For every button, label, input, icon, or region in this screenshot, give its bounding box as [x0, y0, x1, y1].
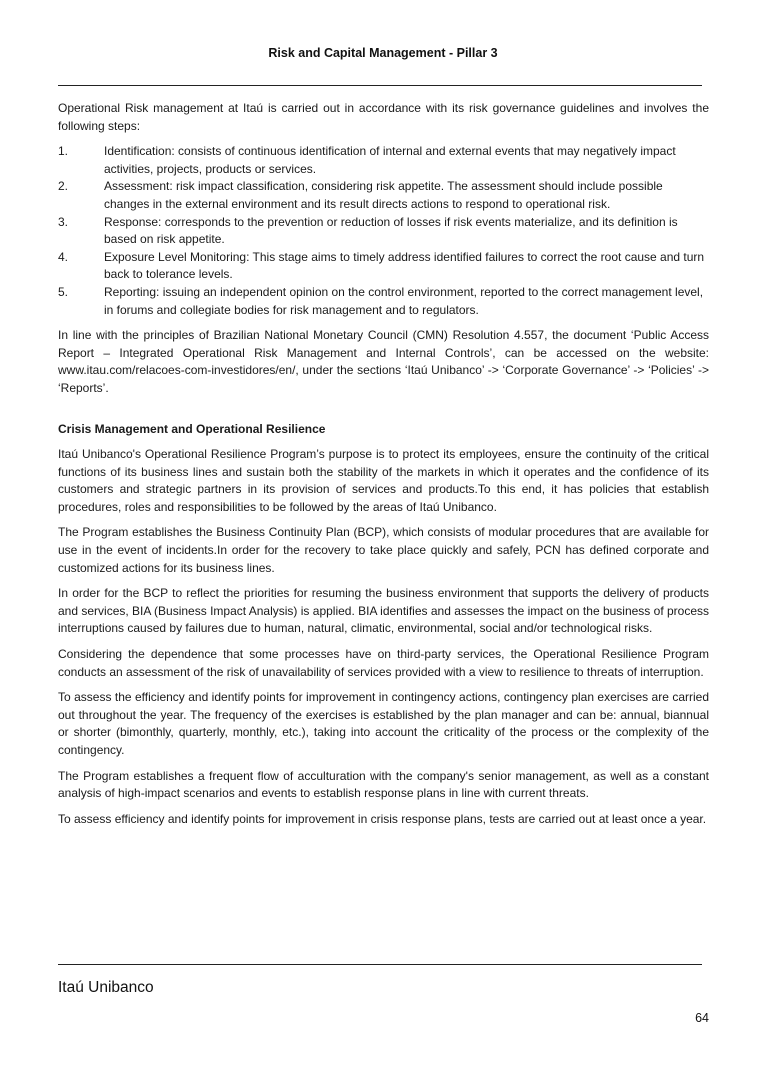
crisis-paragraph-third-party: Considering the dependence that some processes have on third-party services, the Operational Resilience Program conducts an assessment of the risk of unavailability of services provided with a view to resilience to threats of interruption.: [58, 647, 709, 679]
footer-company-name: Itaú Unibanco: [58, 979, 154, 996]
list-item-text: Identification: consists of continuous identification of internal and external events that may negatively impact activities, projects, products or services.: [104, 144, 676, 176]
list-item-text: Assessment: risk impact classification, considering risk appetite. The assessment should include possible changes in the external environment and its result directs actions to respond to operational risk.: [104, 179, 663, 211]
list-item-number: 3.: [58, 214, 69, 229]
cmn-resolution-paragraph: In line with the principles of Brazilian National Monetary Council (CMN) Resolution 4.557, the document ‘Public Access Report – Integrated Operational Risk Management and Internal Controls’, can be accessed on the website: www.itau.com/relacoes-com-investidores/en/, under the sections ‘Itaú Unibanco’ -> ‘Corporate Governance’ -> ‘Policies’ -> ‘Reports’.: [58, 328, 709, 395]
crisis-paragraph-contingency-exercises: To assess the efficiency and identify points for improvement in contingency actions, contingency plan exercises are carried out throughout the year. The frequency of the exercises is established by the plan manager and can be: annual, biannual or shorter (bimonthly, quarterly, monthly, etc.), taking into account the criticality of the process or the complexity of the contingency.: [58, 690, 709, 757]
crisis-paragraph-bcp: The Program establishes the Business Continuity Plan (BCP), which consists of modular procedures that are available for use in the event of incidents.In order for the recovery to take place quickly and safely, PCN has defined corporate and customized actions for its business lines.: [58, 525, 709, 575]
risk-steps-list: [58, 143, 709, 319]
list-item: [58, 214, 709, 249]
list-item-number: 5.: [58, 284, 69, 299]
list-item-text: Exposure Level Monitoring: This stage aims to timely address identified failures to correct the root cause and turn back to tolerance levels.: [104, 249, 705, 282]
list-item-text: Reporting: issuing an independent opinion on the control environment, reported to the correct management level, in forums and collegiate bodies for risk management and to regulators.: [104, 284, 704, 317]
header-divider: [58, 85, 702, 86]
crisis-paragraph-bia: In order for the BCP to reflect the priorities for resuming the business environment that supports the delivery of products and services, BIA (Business Impact Analysis) is applied. BIA identifies and assesses the impact on the business of process interruptions caused by failures due to human, natural, climatic, environmental, social and/or technological risks.: [58, 586, 709, 636]
section-heading-crisis-management: Crisis Management and Operational Resilience: [58, 421, 326, 436]
list-item: [58, 249, 709, 284]
crisis-paragraph-acculturation: The Program establishes a frequent flow of acculturation with the company's senior management, as well as a constant analysis of high-impact scenarios and events to establish response plans in line with current threats.: [58, 768, 709, 801]
page-header-title: Risk and Capital Management - Pillar 3: [268, 46, 498, 60]
document-body: [58, 100, 709, 836]
list-item-number: 4.: [58, 249, 69, 264]
intro-paragraph: Operational Risk management at Itaú is carried out in accordance with its risk governance guidelines and involves the following steps:: [58, 101, 709, 133]
list-item-text: Response: corresponds to the prevention or reduction of losses if risk events materialize, and its definition is based on risk appetite.: [104, 214, 678, 247]
list-item-number: 2.: [58, 179, 69, 194]
list-item-number: 1.: [58, 144, 69, 159]
footer-divider: [58, 964, 702, 965]
list-item: [58, 178, 709, 213]
crisis-paragraph-program-purpose: Itaú Unibanco's Operational Resilience Program’s purpose is to protect its employees, ensure the continuity of the critical functions of its business lines and sustain both the stability of the markets in which it operates and the confidence of its customers and strategic partners in its provision of services and products.To this end, it has policies that establish procedures, roles and responsibilities to be followed by the areas of Itaú Unibanco.: [58, 447, 709, 514]
list-item: [58, 284, 709, 319]
list-item: [58, 143, 709, 178]
page-number: 64: [695, 1011, 709, 1025]
crisis-paragraph-tests: To assess efficiency and identify points for improvement in crisis response plans, tests are carried out at least once a year.: [58, 811, 707, 826]
